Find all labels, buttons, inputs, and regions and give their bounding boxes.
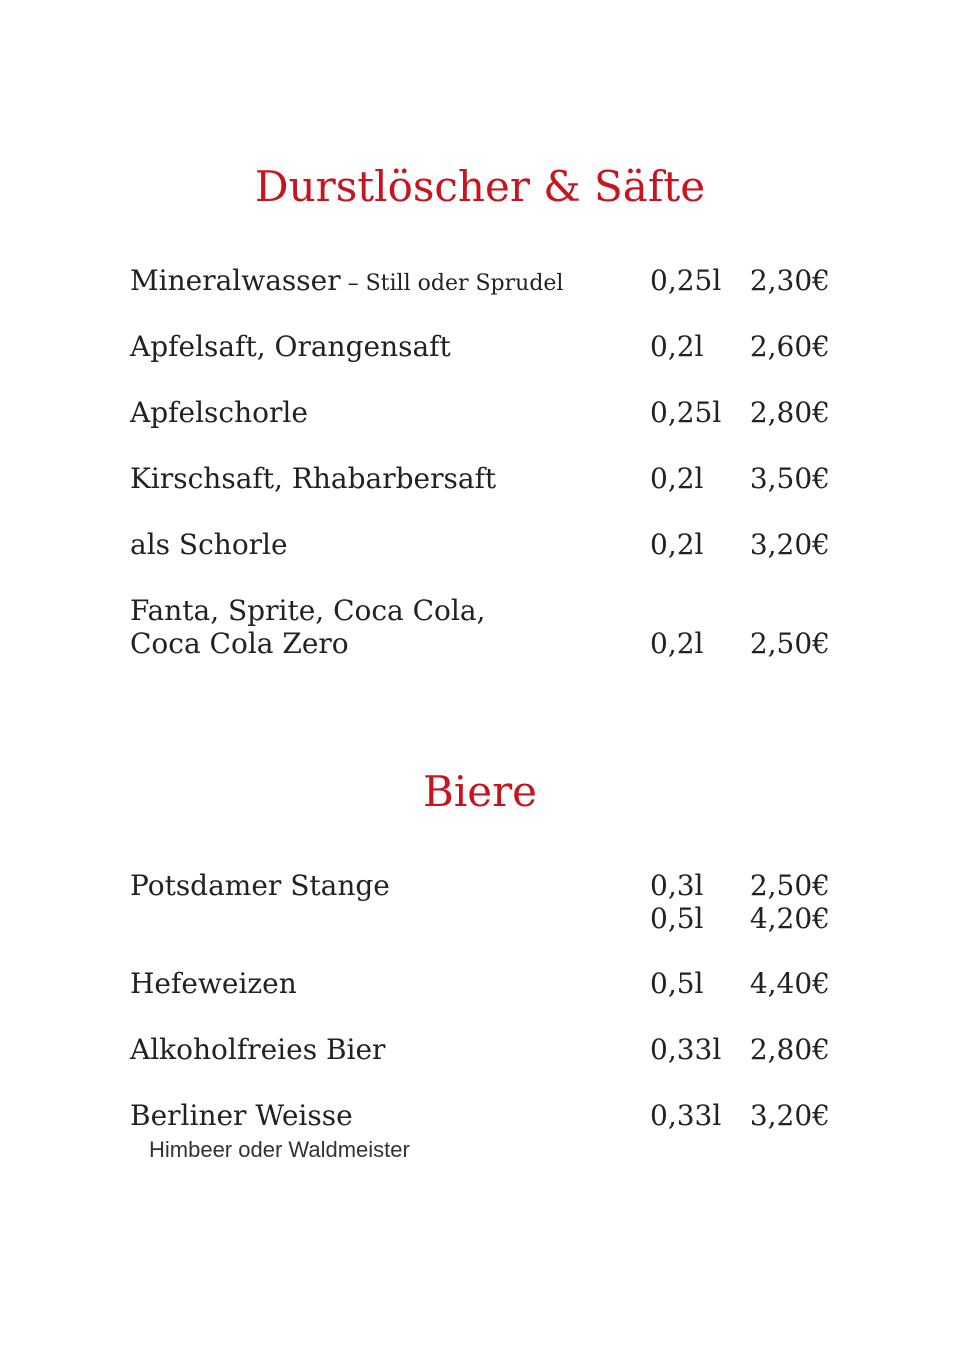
item-name: Apfelsaft, Orangensaft xyxy=(130,330,451,363)
menu-item-apfelschorle xyxy=(0,396,960,430)
item-volume: 0,25l xyxy=(650,396,722,429)
item-name: Kirschsaft, Rhabarbersaft xyxy=(130,462,497,495)
item-volume: 0,2l xyxy=(650,330,704,363)
item-price: 3,20€ xyxy=(749,1099,830,1132)
item-price: 4,40€ xyxy=(749,967,830,1000)
item-price: 2,30€ xyxy=(749,264,830,297)
item-name: Mineralwasser – Still oder Sprudel xyxy=(130,264,564,297)
item-price: 2,80€ xyxy=(749,396,830,429)
item-name: Potsdamer Stange xyxy=(130,869,390,902)
menu-item-kirschsaft xyxy=(0,462,960,496)
item-volume-2: 0,5l xyxy=(650,902,704,935)
item-volume: 0,25l xyxy=(650,264,722,297)
item-price: 2,60€ xyxy=(749,330,830,363)
menu-item-berliner-weisse xyxy=(0,1099,960,1133)
item-name: Berliner Weisse xyxy=(130,1099,353,1132)
section-title-durstloescher: Durstlöscher & Säfte xyxy=(254,162,706,211)
item-note: Himbeer oder Waldmeister xyxy=(149,1137,410,1162)
item-volume: 0,33l xyxy=(650,1033,722,1066)
item-price: 2,50€ xyxy=(749,627,830,660)
menu-item-potsdamer-stange xyxy=(0,869,960,936)
item-subtitle: – Still oder Sprudel xyxy=(340,271,564,296)
menu-item-apfelsaft xyxy=(0,330,960,364)
item-volume: 0,2l xyxy=(650,627,704,660)
item-price: 2,80€ xyxy=(749,1033,830,1066)
item-name-line1: Fanta, Sprite, Coca Cola, xyxy=(130,594,486,627)
menu-item-softdrinks xyxy=(0,594,960,661)
item-price: 3,20€ xyxy=(749,528,830,561)
section-title-biere: Biere xyxy=(422,767,538,816)
item-volume: 0,2l xyxy=(650,462,704,495)
menu-item-als-schorle xyxy=(0,528,960,562)
item-volume: 0,2l xyxy=(650,528,704,561)
item-price: 3,50€ xyxy=(749,462,830,495)
item-volume: 0,3l xyxy=(650,869,704,902)
item-name: Alkoholfreies Bier xyxy=(130,1033,386,1066)
item-volume: 0,5l xyxy=(650,967,704,1000)
menu-item-hefeweizen xyxy=(0,967,960,1001)
item-name: als Schorle xyxy=(130,528,288,561)
item-name-line2: Coca Cola Zero xyxy=(130,627,349,660)
item-name: Apfelschorle xyxy=(130,396,308,429)
menu-item-mineralwasser xyxy=(0,264,960,298)
item-volume: 0,33l xyxy=(650,1099,722,1132)
item-price-2: 4,20€ xyxy=(749,902,830,935)
item-name: Hefeweizen xyxy=(130,967,297,1000)
item-price: 2,50€ xyxy=(749,869,830,902)
menu-item-alkoholfreies-bier xyxy=(0,1033,960,1067)
